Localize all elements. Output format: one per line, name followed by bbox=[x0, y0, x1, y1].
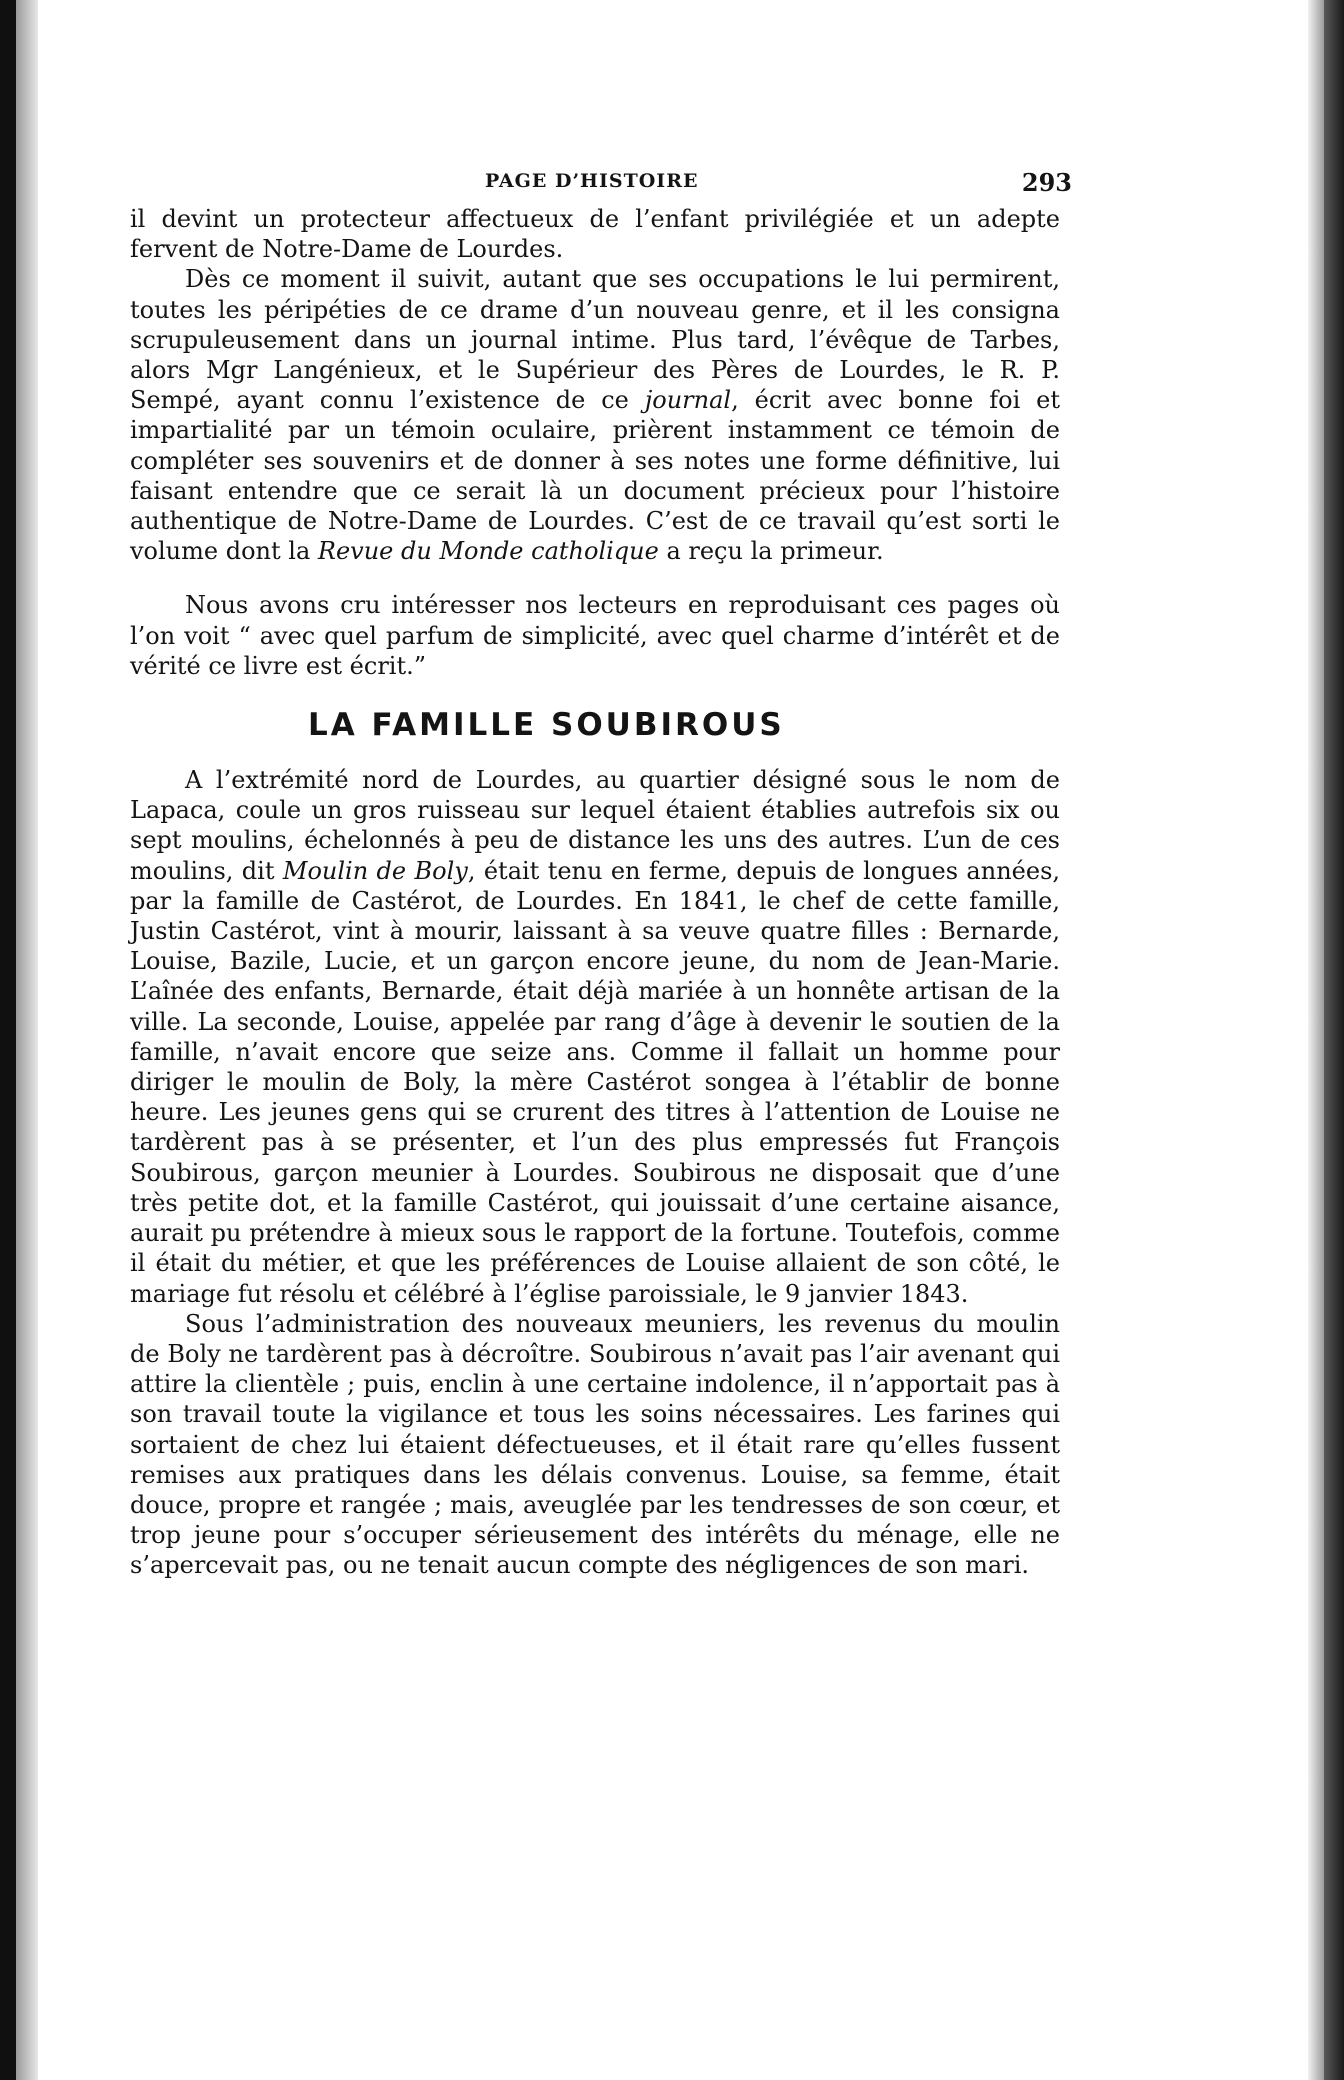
paragraph-2 bbox=[130, 264, 1060, 566]
paragraph-4-text-b: , était tenu en ferme, depuis de longues années, par la famille de Castérot, de Lourdes. En 1841, le chef de cette famille, Justin Castérot, vint à mourir, laissant à sa veuve quatre filles : Bernarde, Louise, Bazile, Lucie, et un garçon encore jeune, du nom de Jean-Marie. L’aînée des enfants, Bernarde, était déjà mariée à un honnête artisan de la ville. La seconde, Louise, appelée par rang d’âge à devenir le soutien de la famille, n’avait encore que seize ans. Comme il fallait un homme pour diriger le moulin de Boly, la mère Castérot songea à l’établir de bonne heure. Les jeunes gens qui se crurent des titres à l’attention de Louise ne tardèrent pas à se présenter, et l’un des plus empressés fut François Soubirous, garçon meunier à Lourdes. Soubirous ne disposait que d’une très petite dot, et la famille Castérot, qui jouissait d’une certaine aisance, aurait pu prétendre à mieux sous le rapport de la fortune. Toutefois, comme il était du métier, et que les préférences de Louise allaient de son côté, le mariage fut résolu et célébré à l’église paroissiale, le 9 janvier 1843. bbox=[130, 856, 1061, 1308]
paragraph-4-italic-moulin: Moulin de Boly bbox=[282, 856, 468, 885]
book-page bbox=[130, 160, 1072, 1581]
paragraph-gap bbox=[130, 566, 1060, 590]
paragraph-2-text-c: a reçu la primeur. bbox=[658, 537, 884, 566]
paragraph-2-italic-revue: Revue du Monde catholique bbox=[317, 537, 659, 566]
scan-border-right bbox=[1324, 0, 1344, 2080]
paragraph-4-text-a: A l’extrémité nord de Lourdes, au quartier désigné sous le nom de Lapaca, coule un gros ruisseau sur lequel étaient établies autrefois six ou sept moulins, échelonnés à peu de distance les uns des autres. L’un de ces moulins, dit bbox=[130, 766, 1060, 885]
scan-shadow-right bbox=[1308, 0, 1324, 2080]
scan-border-left bbox=[0, 0, 16, 2080]
page-number: 293 bbox=[1021, 168, 1072, 197]
section-title: LA FAMILLE SOUBIROUS bbox=[308, 707, 785, 744]
running-title: PAGE D’HISTOIRE bbox=[485, 170, 699, 192]
paragraph-4 bbox=[130, 765, 1060, 1309]
paragraph-2-text-a: Dès ce moment il suivit, autant que ses occupations le lui permirent, toutes les péripéties de ce drame d’un nouveau genre, et il les consigna scrupuleusement dans un journal intime. Plus tard, l’évêque de Tarbes, alors Mgr Langénieux, et le Supérieur des Pères de Lourdes, le R. P. Sempé, ayant connu l’existence de ce bbox=[130, 265, 1060, 415]
paragraph-2-text-b: , écrit avec bonne foi et impartialité par un témoin oculaire, prièrent instamment ce témoin de compléter ses souvenirs et de donner à ses notes une forme définitive, lui faisant entendre que ce serait là un document précieux pour l’histoire authentique de Notre-Dame de Lourdes. C’est de ce travail qu’est sorti le volume dont la bbox=[130, 386, 1060, 566]
running-head bbox=[130, 160, 1072, 204]
paragraph-1: il devint un protecteur affectueux de l’enfant privilégiée et un adepte fervent de Notre-Dame de Lourdes. bbox=[130, 205, 1060, 264]
paragraph-2-italic-journal: journal bbox=[644, 386, 732, 415]
paragraph-5: Sous l’administration des nouveaux meuniers, les revenus du moulin de Boly ne tardèrent pas à décroître. Soubirous n’avait pas l’air avenant qui attire la clientèle ; puis, enclin à une certaine indolence, il n’apportait pas à son travail toute la vigilance et tous les soins nécessaires. Les farines qui sortaient de chez lui étaient défectueuses, et il était rare qu’elles fussent remises aux pratiques dans les délais convenus. Louise, sa femme, était douce, propre et rangée ; mais, aveuglée par les tendresses de son cœur, et trop jeune pour s’occuper sérieusement des intérêts du ménage, elle ne s’apercevait pas, ou ne tenait aucun compte des négligences de son mari. bbox=[130, 1309, 1060, 1580]
paragraph-3: Nous avons cru intéresser nos lecteurs en reproduisant ces pages où l’on voit “ avec quel parfum de simplicité, avec quel charme d’intérêt et de vérité ce livre est écrit.” bbox=[130, 591, 1060, 680]
scan-shadow-left bbox=[16, 0, 38, 2080]
